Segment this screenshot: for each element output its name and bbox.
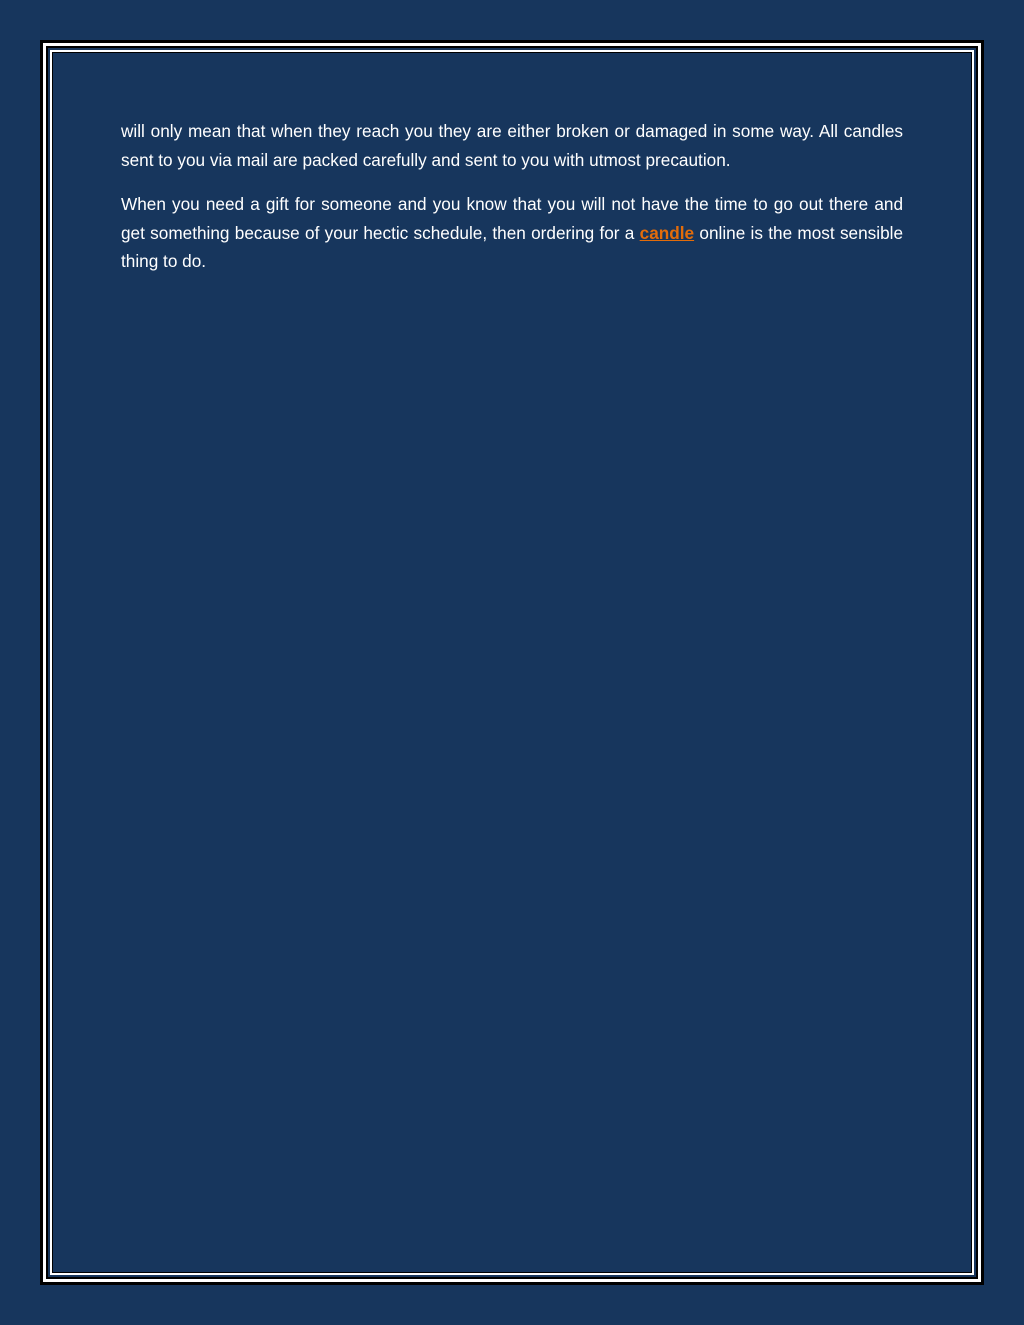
document-body — [121, 117, 903, 292]
paragraph-2 — [121, 190, 903, 276]
paragraph-1-text: will only mean that when they reach you they are either broken or damaged in some way. All candles sent to you via mail are packed carefully and sent to you with utmost precaution. — [121, 121, 903, 170]
candle-link[interactable]: candle — [639, 222, 695, 243]
paragraph-2-text-after-link: online is the most sensible thing to do. — [121, 222, 904, 271]
paragraph-1 — [121, 117, 903, 174]
paragraph-2-text-before-link: When you need a gift for someone and you know that you will not have the time to go out there and get something because of your hectic schedule, then ordering for a — [121, 194, 903, 243]
